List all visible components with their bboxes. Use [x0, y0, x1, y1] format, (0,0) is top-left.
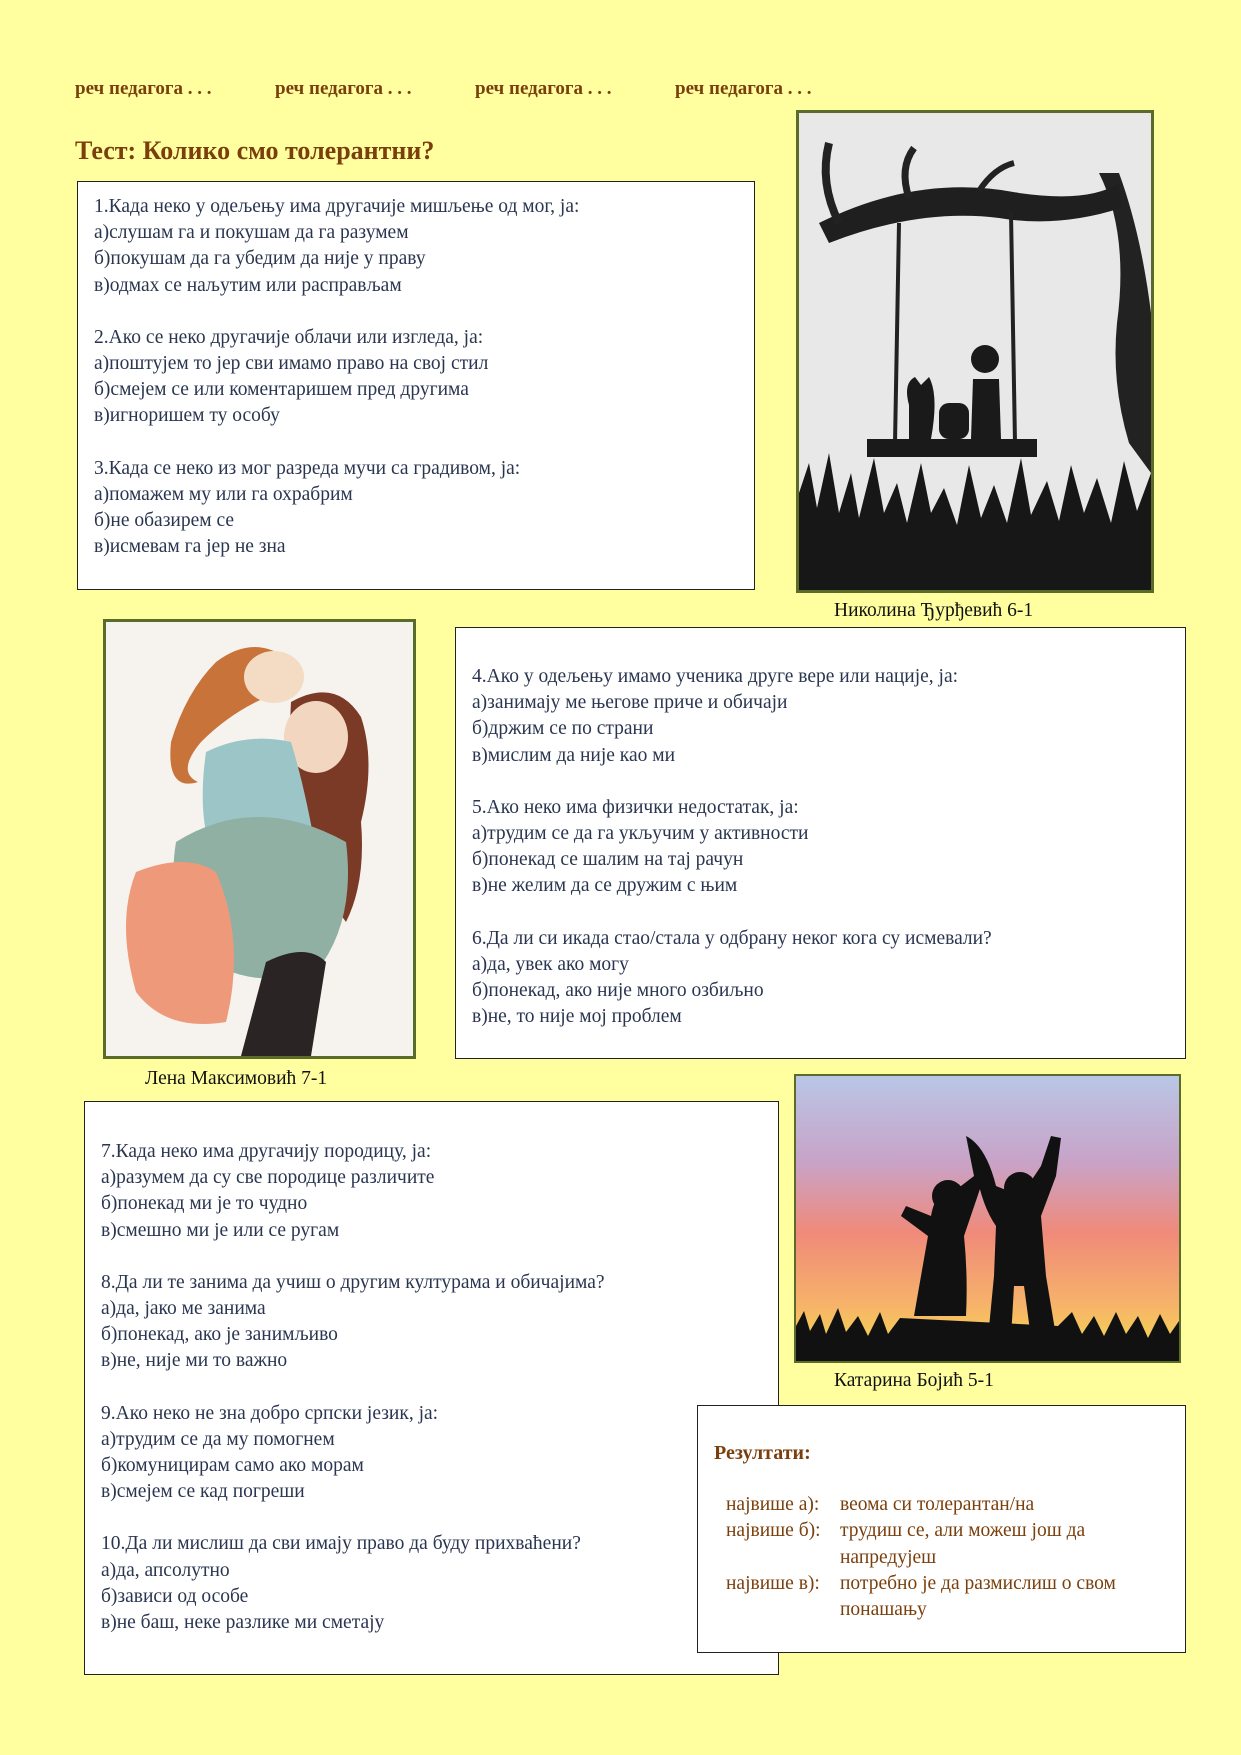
answer-a: а)трудим се да му помогнем	[101, 1428, 335, 1450]
question-box-2	[455, 627, 1186, 1059]
question-box-3	[84, 1101, 779, 1675]
answer-a: а)слушам га и покушам да га разумем	[94, 222, 409, 244]
answer-a: а)поштујем то јер сви имамо право на свој стил	[94, 353, 489, 375]
answer-a: а)да, увек ако могу	[472, 953, 629, 975]
header-item: реч педагога . . .	[475, 78, 612, 99]
result-key: највише в):	[726, 1572, 820, 1594]
answer-c: в)смејем се кад погреши	[101, 1481, 305, 1503]
results-box	[697, 1405, 1186, 1653]
question-text: 9.Ако неко не зна добро српски језик, ја:	[101, 1402, 439, 1424]
question-text: 6.Да ли си икада стао/стала у одбрану неког кога су исмевали?	[472, 927, 992, 949]
header-item: реч педагога . . .	[275, 78, 412, 99]
answer-a: а)разумем да су све породице различите	[101, 1167, 435, 1189]
friends-drawing-image	[106, 622, 413, 1056]
question-2	[94, 325, 754, 430]
result-row	[714, 1518, 1173, 1570]
answer-b: б)понекад, ако није много озбиљно	[472, 980, 764, 1002]
answer-c: в)не желим да се дружим с њим	[472, 875, 738, 897]
caption-swing: Николина Ђурђевић 6-1	[834, 600, 1034, 621]
answer-c: в)не, није ми то важно	[101, 1350, 288, 1372]
page-title: Тест: Колико смо толерантни?	[75, 136, 435, 165]
drawing-swing	[796, 110, 1154, 593]
answer-b: б)комуницирам само ако морам	[101, 1455, 364, 1477]
answer-a: а)да, апсолутно	[101, 1559, 230, 1581]
question-7	[101, 1139, 778, 1244]
question-text: 2.Ако се неко другачије облачи или изгледа, ја:	[94, 326, 484, 348]
answer-b: б)држим се по страни	[472, 718, 654, 740]
answer-c: в)смешно ми је или се ругам	[101, 1219, 340, 1241]
answer-c: в)мислим да није као ми	[472, 744, 676, 766]
question-10	[101, 1531, 778, 1636]
answer-b: б)понекад се шалим на тај рачун	[472, 849, 744, 871]
header-item: реч педагога . . .	[675, 78, 812, 99]
result-row	[714, 1571, 1173, 1623]
swing-drawing-image	[799, 113, 1151, 590]
result-key: највише б):	[726, 1520, 821, 1542]
answer-a: а)да, јако ме занима	[101, 1298, 266, 1320]
answer-c: в)не баш, неке разлике ми сметају	[101, 1612, 385, 1634]
answer-c: в)исмевам га јер не зна	[94, 536, 286, 558]
question-8	[101, 1270, 778, 1375]
question-box-1	[77, 181, 755, 590]
result-key: највише а):	[726, 1494, 820, 1516]
answer-c: в)не, то није мој проблем	[472, 1006, 682, 1028]
question-text: 4.Ако у одељењу имамо ученика друге вере или нације, ја:	[472, 666, 959, 687]
question-4	[472, 664, 1185, 769]
answer-c: в)игноришем ту особу	[94, 405, 280, 427]
question-text: 10.Да ли мислиш да сви имају право да буду прихваћени?	[101, 1533, 581, 1555]
question-text: 8.Да ли те занима да учиш о другим културама и обичајима?	[101, 1271, 605, 1293]
answer-b: б)покушам да га убедим да није у праву	[94, 248, 426, 270]
page-header	[75, 78, 875, 106]
question-9	[101, 1401, 778, 1506]
result-row	[714, 1492, 1173, 1518]
question-3	[94, 456, 754, 561]
drawing-friends	[103, 619, 416, 1059]
question-5	[472, 795, 1185, 900]
answer-c: в)одмах се наљутим или расправљам	[94, 274, 402, 296]
result-value: потребно је да размислиш о свом понашању	[840, 1572, 1116, 1621]
sunset-drawing-image	[796, 1076, 1179, 1361]
question-text: 1.Када неко у одељењу има другачије мишљење од мог, ја:	[94, 196, 580, 217]
answer-b: б)смејем се или коментаришем пред другима	[94, 379, 469, 401]
result-value: веома си толерантан/на	[840, 1494, 1035, 1516]
answer-b: б)понекад, ако је занимљиво	[101, 1324, 338, 1346]
question-text: 3.Када се неко из мог разреда мучи са градивом, ја:	[94, 457, 521, 479]
answer-a: а)занимају ме његове приче и обичаји	[472, 692, 788, 714]
answer-a: а)помажем му или га охрабрим	[94, 483, 353, 505]
drawing-sunset	[794, 1074, 1181, 1363]
result-value: трудиш се, али можеш још да напредујеш	[840, 1520, 1086, 1568]
answer-a: а)трудим се да га укључим у активности	[472, 823, 809, 845]
header-item: реч педагога . . .	[75, 78, 212, 99]
question-text: 5.Ако неко има физички недостатак, ја:	[472, 796, 799, 818]
caption-friends: Лена Максимовић 7-1	[145, 1068, 328, 1089]
caption-sunset: Катарина Бојић 5-1	[834, 1370, 994, 1391]
question-1	[94, 194, 754, 299]
question-text: 7.Када неко има другачију породицу, ја:	[101, 1141, 432, 1162]
answer-b: б)зависи од особе	[101, 1585, 249, 1607]
answer-b: б)понекад ми је то чудно	[101, 1193, 308, 1215]
answer-b: б)не обазирем се	[94, 510, 235, 532]
question-6	[472, 926, 1185, 1031]
results-title: Резултати:	[714, 1442, 811, 1464]
